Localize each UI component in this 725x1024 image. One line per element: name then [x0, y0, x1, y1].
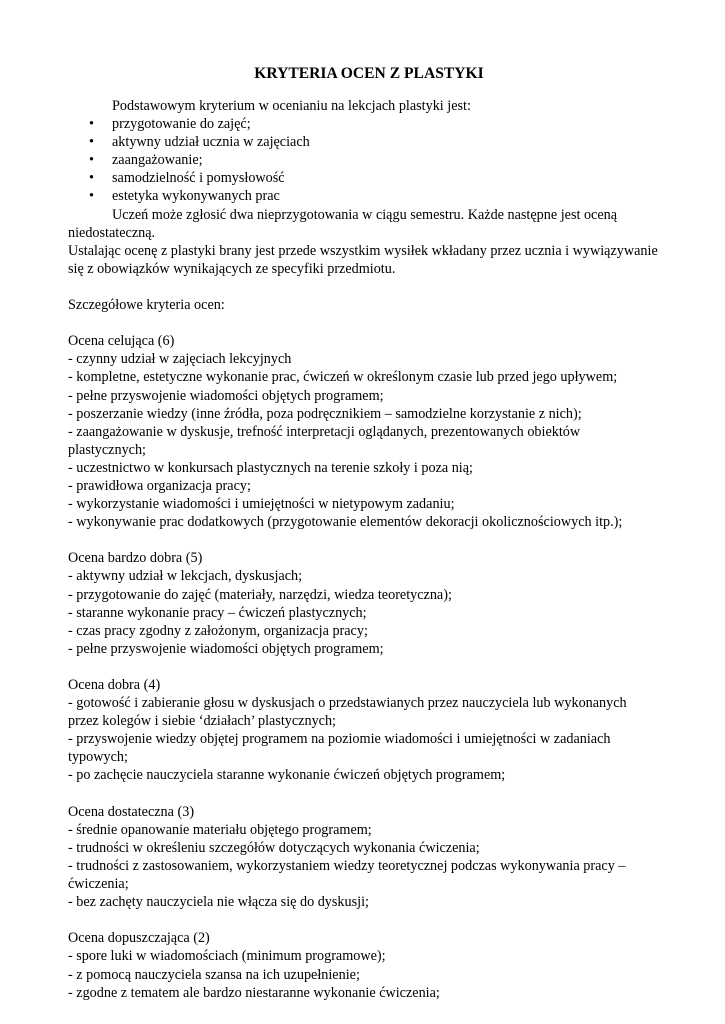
- grade-section-5: [68, 549, 658, 658]
- bullet-icon: •: [89, 188, 94, 205]
- grade-title: Ocena dobra (4): [68, 677, 161, 693]
- criterion: - wykonywanie prac dodatkowych (przygotowanie elementów dekoracji okolicznościowych itp.);: [68, 514, 623, 531]
- bullet-icon: •: [89, 116, 94, 133]
- criterion: - zgodne z tematem ale bardzo niestaranne wykonanie ćwiczenia;: [68, 984, 440, 1001]
- document-title: KRYTERIA OCEN Z PLASTYKI: [254, 65, 484, 82]
- criterion: - spore luki w wiadomościach (minimum programowe);: [68, 948, 386, 965]
- details-heading: Szczegółowe kryteria ocen:: [68, 297, 225, 314]
- criterion: - po zachęcie nauczyciela staranne wykonanie ćwiczeń objętych programem;: [68, 767, 506, 784]
- list-item: • aktywny udział ucznia w zajęciach: [89, 134, 310, 151]
- effort-note: Ustalając ocenę z plastyki brany jest przede wszystkim wysiłek wkładany przez ucznia i wywiązywanie się z obowiązków wynikających ze specyfiki przedmiotu.: [68, 242, 658, 277]
- criterion: - trudności z zastosowaniem, wykorzystaniem wiedzy teoretycznej podczas wykonywania pracy – ćwiczenia;: [68, 857, 626, 893]
- criterion: - średnie opanowanie materiału objętego programem;: [68, 821, 372, 838]
- grade-section-4: [68, 676, 658, 785]
- grade-section-2: [68, 929, 658, 1001]
- grade-title: Ocena dopuszczająca (2): [68, 930, 210, 947]
- criterion: - trudności w określeniu szczegółów dotyczących wykonania ćwiczenia;: [68, 839, 480, 856]
- criterion: - uczestnictwo w konkursach plastycznych na terenie szkoły i poza nią;: [68, 459, 473, 476]
- grade-section-3: [68, 803, 658, 912]
- criterion: - kompletne, estetyczne wykonanie prac, ćwiczeń w określonym czasie lub przed jego upływem;: [68, 369, 618, 386]
- criterion: - prawidłowa organizacja pracy;: [68, 477, 251, 494]
- document-page: [68, 64, 658, 1002]
- criterion: - pełne przyswojenie wiadomości objętych programem;: [68, 640, 384, 657]
- grade-title: Ocena dostateczna (3): [68, 803, 195, 820]
- criterion: - wykorzystanie wiadomości i umiejętności w nietypowym zadaniu;: [68, 496, 455, 513]
- grade-title: Ocena bardzo dobra (5): [68, 550, 203, 567]
- list-item: • przygotowanie do zajęć;: [89, 116, 251, 133]
- criterion: - staranne wykonanie pracy – ćwiczeń plastycznych;: [68, 604, 367, 621]
- criterion: - gotowość i zabieranie głosu w dyskusjach o przedstawianych przez nauczyciela lub wykonanych przez kolegów i siebie ‘działach’ plastycznych;: [68, 695, 627, 730]
- bullet-icon: •: [89, 152, 94, 169]
- criterion: - zaangażowanie w dyskusje, trefność interpretacji oglądanych, prezentowanych obiektów plastycznych;: [68, 423, 581, 458]
- criterion: - czas pracy zgodny z założonym, organizacja pracy;: [68, 622, 368, 639]
- criterion: - aktywny udział w lekcjach, dyskusjach;: [68, 568, 303, 585]
- criterion: - bez zachęty nauczyciela nie włącza się do dyskusji;: [68, 894, 369, 911]
- unprepared-note: Uczeń może zgłosić dwa nieprzygotowania w ciągu semestru. Każde następne jest oceną niedostateczną.: [68, 206, 618, 241]
- list-item: • samodzielność i pomysłowość: [89, 170, 285, 187]
- criterion: - przygotowanie do zajęć (materiały, narzędzi, wiedza teoretyczna);: [68, 586, 452, 603]
- bullet-icon: •: [89, 134, 94, 151]
- intro-paragraph: Podstawowym kryterium w ocenianiu na lekcjach plastyki jest:: [112, 98, 471, 114]
- criterion: - z pomocą nauczyciela szansa na ich uzupełnienie;: [68, 966, 360, 983]
- bullet-icon: •: [89, 170, 94, 187]
- basic-criteria-list: [68, 115, 658, 205]
- grade-section-6: [68, 332, 658, 531]
- grade-title: Ocena celująca (6): [68, 333, 175, 350]
- criterion: - pełne przyswojenie wiadomości objętych programem;: [68, 387, 384, 404]
- criterion: - poszerzanie wiedzy (inne źródła, poza podręcznikiem – samodzielne korzystanie z nich);: [68, 405, 582, 422]
- criterion: - czynny udział w zajęciach lekcyjnych: [68, 351, 292, 368]
- criterion: - przyswojenie wiedzy objętej programem na poziomie wiadomości i umiejętności w zadaniach typowych;: [68, 731, 611, 766]
- list-item: • estetyka wykonywanych prac: [89, 188, 280, 205]
- list-item: • zaangażowanie;: [89, 152, 203, 169]
